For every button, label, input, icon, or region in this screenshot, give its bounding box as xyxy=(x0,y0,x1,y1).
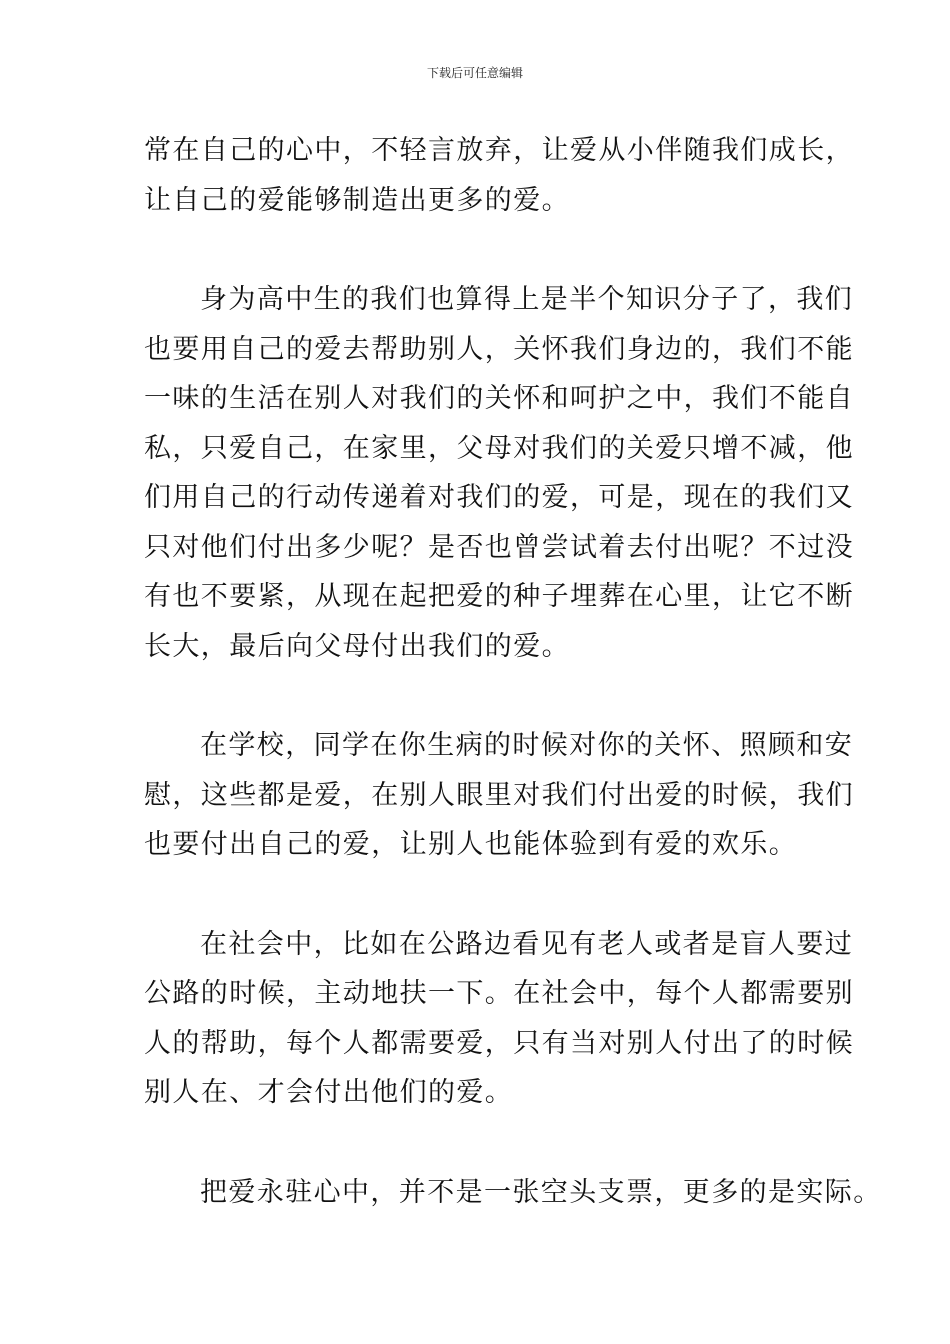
text-line: 在社会中，比如在公路边看见有老人或者是盲人要过 xyxy=(200,928,854,960)
paragraph-gap xyxy=(144,225,824,275)
text-line: 只对他们付出多少呢？是否也曾尝试着去付出呢？不过没 xyxy=(144,531,854,563)
document-body xyxy=(144,126,882,1217)
text-line: 长大，最后向父母付出我们的爱。 xyxy=(144,630,570,662)
text-line: 人的帮助，每个人都需要爱，只有当对别人付出了的时候 xyxy=(144,1027,854,1059)
text-line: 把爱永驻心中，并不是一张空头支票，更多的是实际。 xyxy=(200,1176,882,1208)
paragraph-gap xyxy=(144,671,824,721)
text-line: 别人在、才会付出他们的爱。 xyxy=(144,1077,514,1108)
text-line: 在学校，同学在你生病的时候对你的关怀、照顾和安 xyxy=(200,730,854,761)
text-line: 公路的时候，主动地扶一下。在社会中，每个人都需要别 xyxy=(144,978,854,1009)
paragraph xyxy=(144,275,854,671)
paragraph xyxy=(144,920,854,1118)
text-line: 私，只爱自己，在家里，父母对我们的关爱只增不减，他 xyxy=(144,432,854,464)
text-line: 一味的生活在别人对我们的关怀和呵护之中，我们不能自 xyxy=(144,383,854,414)
paragraph xyxy=(144,126,854,225)
text-line: 让自己的爱能够制造出更多的爱。 xyxy=(144,184,570,216)
text-line: 常在自己的心中，不轻言放弃，让爱从小伴随我们成长， xyxy=(144,135,854,166)
page-header: 下载后可任意编辑 xyxy=(426,66,523,80)
text-line: 慰，这些都是爱，在别人眼里对我们付出爱的时候，我们 xyxy=(144,779,854,811)
paragraph xyxy=(144,1168,882,1218)
paragraph xyxy=(144,721,854,870)
text-line: 也要付出自己的爱，让别人也能体验到有爱的欢乐。 xyxy=(144,829,798,860)
text-line: 身为高中生的我们也算得上是半个知识分子了，我们 xyxy=(200,284,854,315)
text-line: 有也不要紧，从现在起把爱的种子埋葬在心里，让它不断 xyxy=(144,581,854,612)
text-line: 也要用自己的爱去帮助别人，关怀我们身边的，我们不能 xyxy=(144,333,854,365)
text-line: 们用自己的行动传递着对我们的爱，可是，现在的我们又 xyxy=(144,482,854,513)
paragraph-gap xyxy=(144,870,824,920)
paragraph-gap xyxy=(144,1118,824,1168)
